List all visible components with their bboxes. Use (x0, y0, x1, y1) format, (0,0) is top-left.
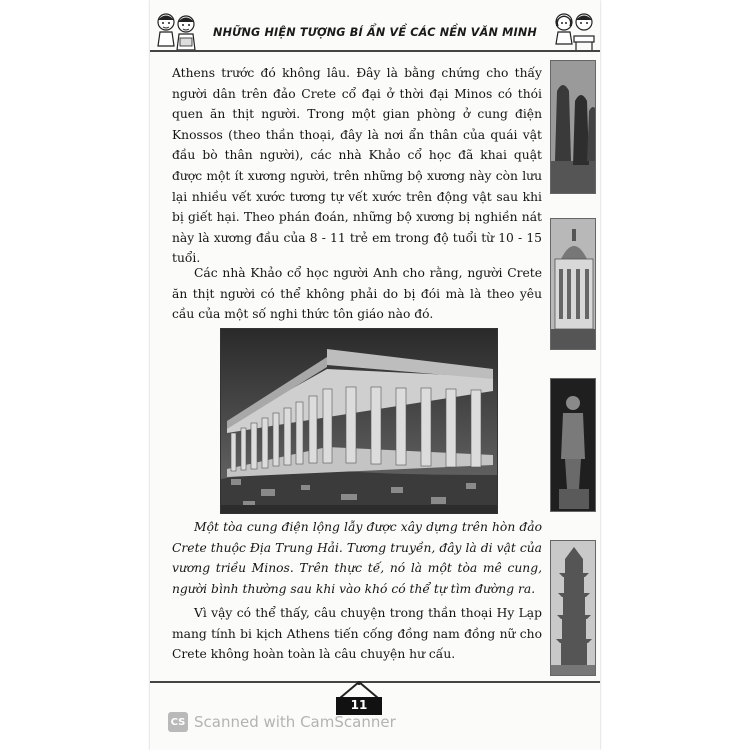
warrior-statue-photo (550, 378, 596, 512)
camscanner-watermark (168, 712, 396, 732)
cartoon-kids-icon (154, 10, 198, 54)
parthenon-photo (220, 328, 498, 514)
running-header-title: NHỮNG HIỆN TƯỢNG BÍ ẨN VỀ CÁC NỀN VĂN MINH (213, 26, 537, 39)
page-header (150, 0, 600, 58)
side-image-strip (548, 56, 600, 676)
domed-palace-photo (550, 218, 596, 350)
pagoda-tower-photo (550, 540, 596, 676)
book-page (150, 0, 600, 750)
paragraph: Athens trước đó không lâu. Đây là bằng chứng cho thấy người dân trên đảo Crete cổ đại ở thời đại Minos có thói quen ăn thịt người. Trong một gian phòng ở cung điện Knossos (theo thần thoại, đây là nơi ẩn thân của quái vật đầu bò thân người), các nhà Khảo cổ học đã khai quật được một ít xương người, trên những bộ xương này còn lưu lại nhiều vết xước tương tự vết xước trên động vật sau khi bị giết hại. Theo phán đoán, những bộ xương bị nghiền nát này là xương đầu của 8 - 11 trẻ em trong độ tuổi từ 10 - 15 tuổi. (172, 66, 542, 266)
watermark-text: Scanned with CamScanner (194, 713, 396, 731)
paragraph: Các nhà Khảo cổ học người Anh cho rằng, người Crete ăn thịt người có thể không phải do bị đói mà là theo yêu cầu của một số nghi thức tôn giáo nào đó. (172, 266, 542, 322)
easter-island-statues-photo (550, 60, 596, 194)
cartoon-kids-icon (552, 10, 596, 54)
photo-caption: Một tòa cung điện lộng lẫy được xây dựng trên hòn đảo Crete thuộc Địa Trung Hải. Tương truyền, đây là di vật của vương triều Minos. Trên thực tế, nó là một tòa mê cung, người bình thường sau khi vào khó có thể tự tìm đường ra. (172, 520, 542, 596)
camscanner-logo-icon: CS (168, 712, 188, 732)
page-number: 11 (350, 698, 368, 712)
paragraph: Vì vậy có thể thấy, câu chuyện trong thần thoại Hy Lạp mang tính bi kịch Athens tiến cống đồng nam đồng nữ cho Crete không hoàn toàn là câu chuyện hư cấu. (172, 606, 542, 662)
header-divider (150, 50, 600, 52)
